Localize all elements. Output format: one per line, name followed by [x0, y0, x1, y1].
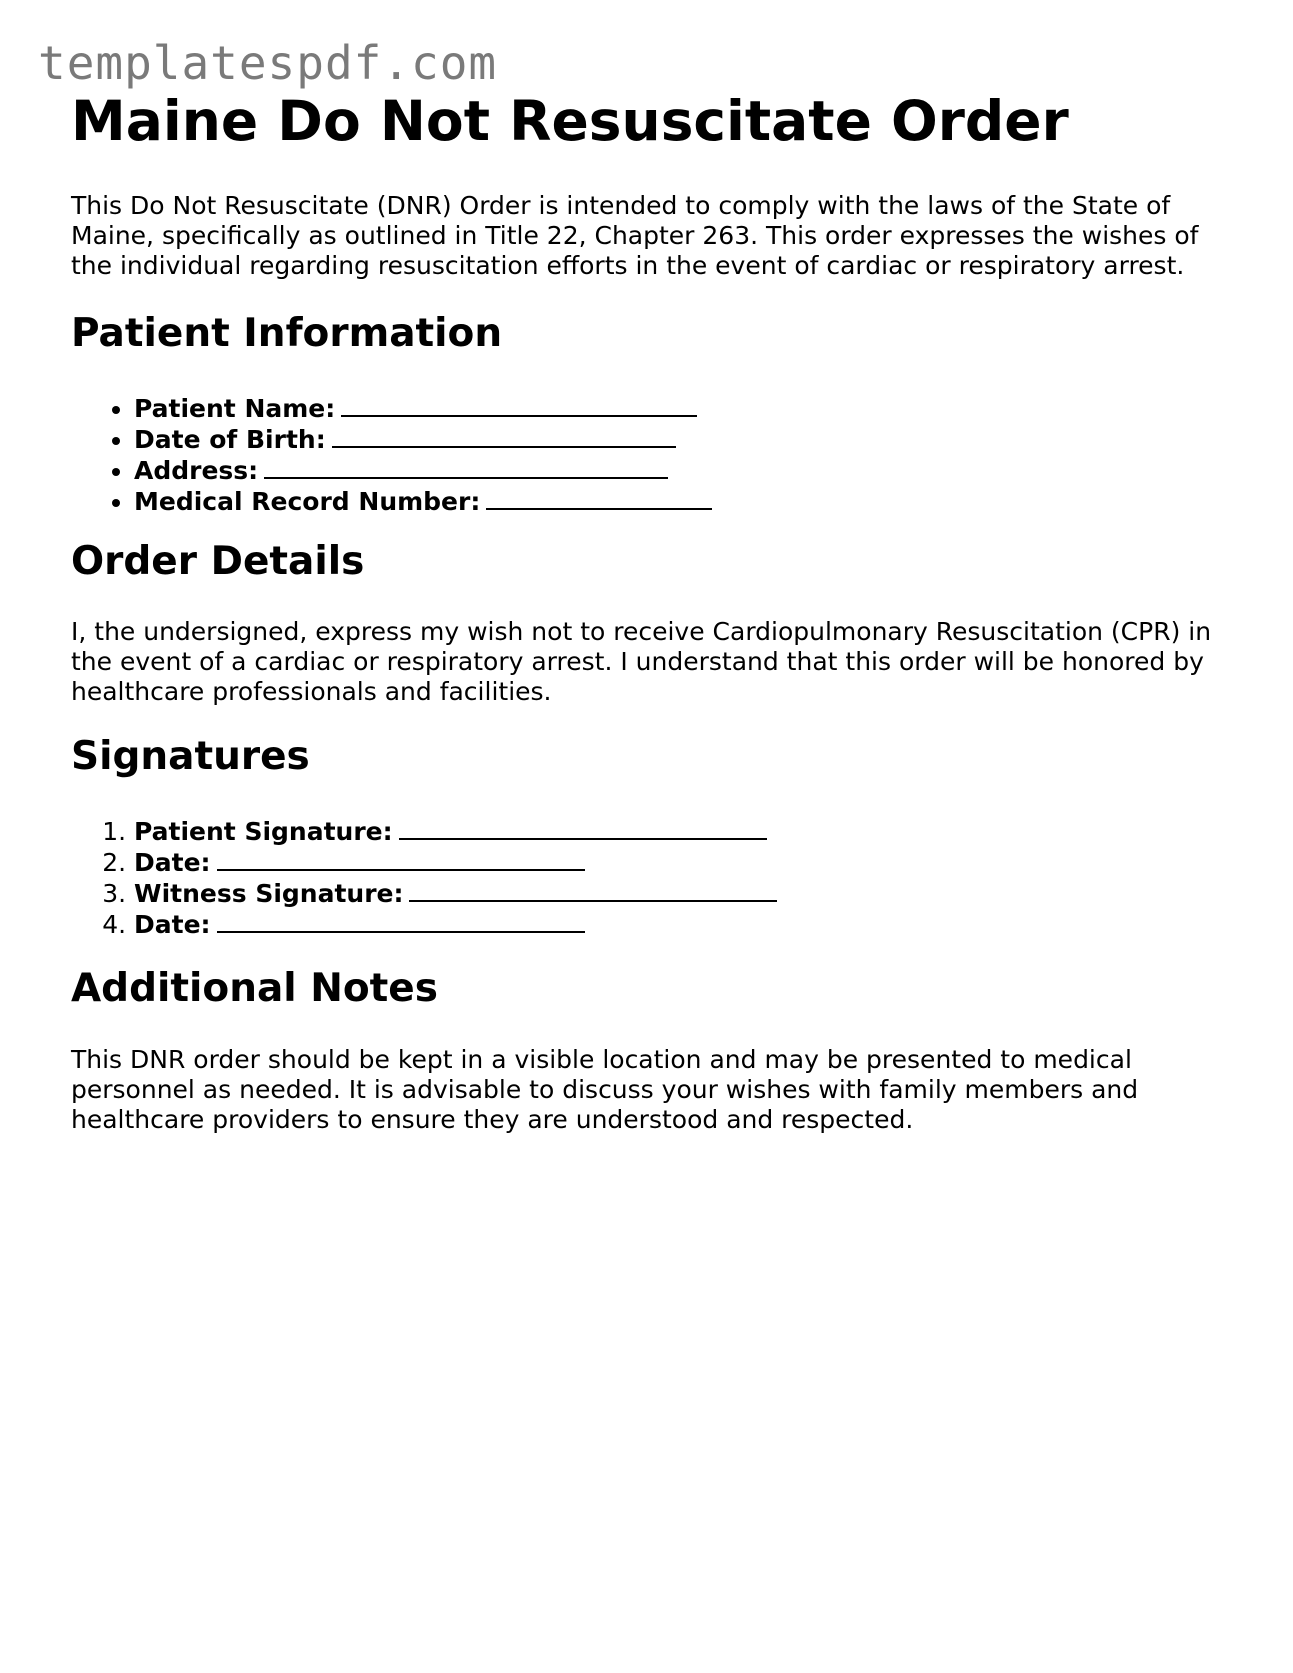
blank-line[interactable]	[409, 878, 777, 902]
field-label: Medical Record Number:	[134, 487, 481, 516]
field-label: Patient Signature:	[134, 817, 393, 846]
additional-notes-paragraph: This DNR order should be kept in a visible location and may be presented to medical personnel as needed. It is advisable to discuss your wishes with family members and healthcare providers to ensure they are understood and respected.	[71, 1045, 1139, 1134]
additional-notes-heading: Additional Notes	[71, 966, 438, 1011]
address-field	[134, 455, 1231, 486]
field-label: Address:	[134, 456, 259, 485]
medical-record-number-field	[134, 486, 1231, 517]
blank-line[interactable]	[217, 909, 585, 933]
blank-line[interactable]	[399, 816, 767, 840]
field-label: Date of Birth:	[134, 425, 326, 454]
witness-signature-field	[134, 878, 1231, 909]
patient-signature-field	[134, 816, 1231, 847]
date-of-birth-field	[134, 424, 1231, 455]
intro-paragraph: This Do Not Resuscitate (DNR) Order is intended to comply with the laws of the State of Maine, specifically as outlined in Title 22, Chapter 263. This order expresses the wishes of the individual regarding resuscitation efforts in the event of cardiac or respiratory arrest.	[71, 191, 1199, 280]
patient-information-list	[71, 393, 1231, 517]
field-label: Date:	[134, 910, 211, 939]
blank-line[interactable]	[486, 486, 712, 510]
field-label: Witness Signature:	[134, 879, 404, 908]
signatures-heading: Signatures	[71, 734, 310, 779]
blank-line[interactable]	[332, 424, 676, 448]
blank-line[interactable]	[341, 393, 697, 417]
blank-line[interactable]	[264, 455, 668, 479]
document-body	[71, 86, 1231, 1135]
blank-line[interactable]	[217, 847, 585, 871]
patient-date-field	[134, 847, 1231, 878]
field-label: Date:	[134, 848, 211, 877]
patient-name-field	[134, 393, 1231, 424]
order-details-paragraph: I, the undersigned, express my wish not to receive Cardiopulmonary Resuscitation (CPR) in the event of a cardiac or respiratory arrest. I understand that this order will be honored by healthcare professionals and facilities.	[71, 617, 1212, 706]
order-details-heading: Order Details	[71, 539, 365, 584]
patient-information-heading: Patient Information	[71, 311, 503, 356]
field-label: Patient Name:	[134, 394, 336, 423]
watermark: templatespdf.com	[38, 36, 498, 90]
document-title: Maine Do Not Resuscitate Order	[71, 89, 1069, 153]
signatures-list	[71, 816, 1231, 940]
witness-date-field	[134, 909, 1231, 940]
